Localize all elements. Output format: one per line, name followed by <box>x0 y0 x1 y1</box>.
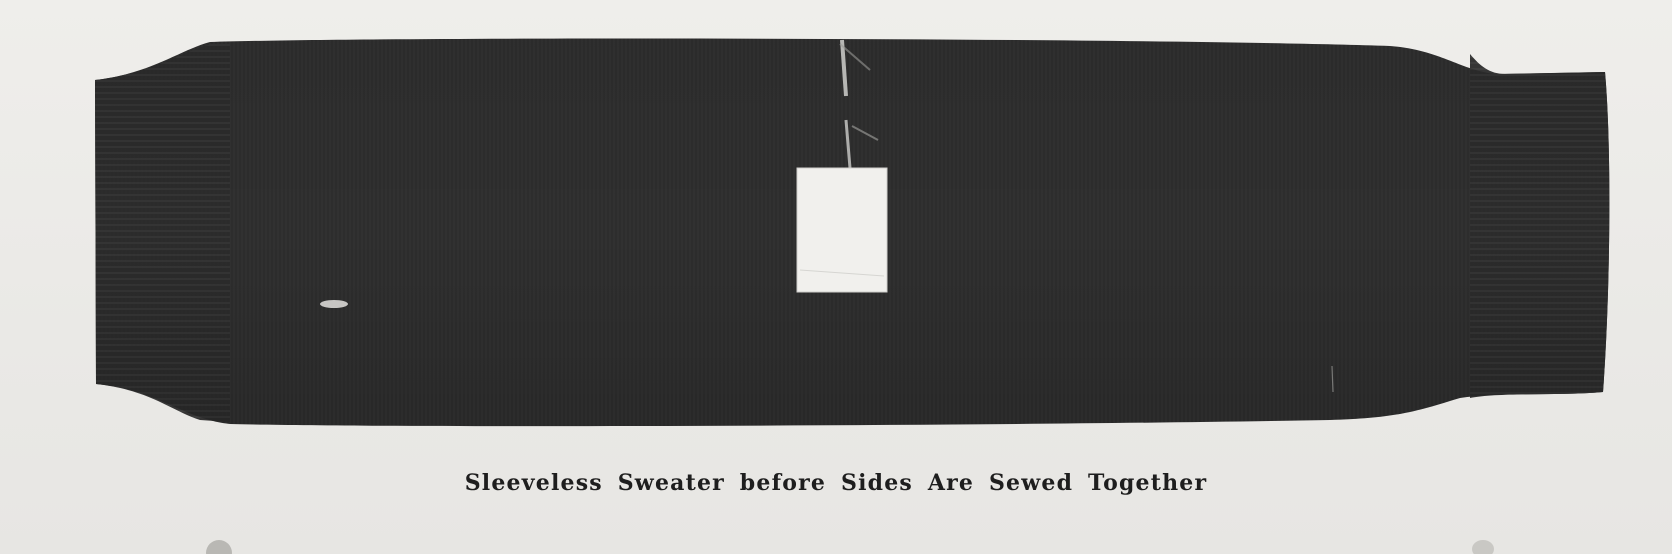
figure-caption: Sleeveless Sweater before Sides Are Sewed Together <box>464 470 1208 496</box>
ink-blot <box>206 540 232 554</box>
ink-speck <box>1472 540 1494 554</box>
